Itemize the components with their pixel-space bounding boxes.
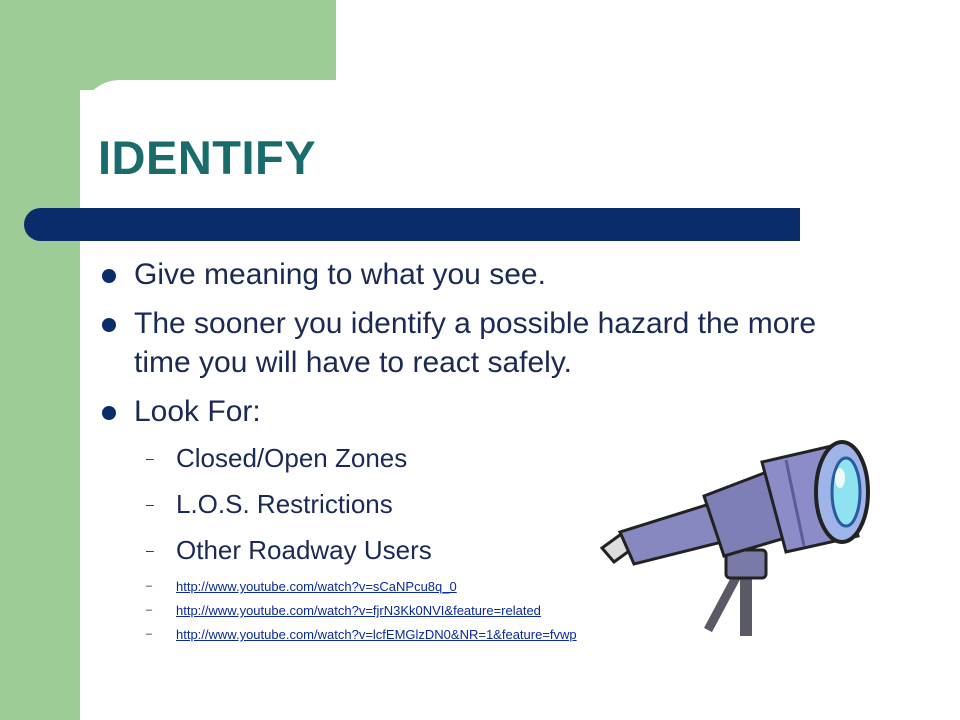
- dash-marker: –: [146, 542, 154, 558]
- sub-bullet-text: Closed/Open Zones: [176, 443, 408, 473]
- bullet-dot-icon: [102, 269, 116, 283]
- title-underline-bar: [24, 208, 800, 241]
- bullet-dot-icon: [102, 318, 116, 332]
- dash-marker: –: [146, 628, 153, 640]
- sub-bullet-text: L.O.S. Restrictions: [176, 489, 393, 519]
- bullet-text: Give meaning to what you see.: [134, 258, 546, 291]
- youtube-link[interactable]: http://www.youtube.com/watch?v=lcfEMGlzDN0&NR=1&feature=fvwp: [176, 627, 577, 642]
- dash-marker: –: [146, 496, 154, 512]
- bullet-text: The sooner you identify a possible hazard the more time you will have to react safely.: [134, 307, 817, 379]
- bullet-dot-icon: [102, 406, 116, 420]
- bullet-text: Look For:: [134, 395, 261, 428]
- bullet-item: [100, 255, 860, 294]
- youtube-link[interactable]: http://www.youtube.com/watch?v=sCaNPcu8q_0: [176, 579, 457, 594]
- telescope-icon: [596, 440, 886, 640]
- bullet-item: [100, 304, 860, 382]
- green-left-band: [0, 0, 80, 720]
- slide-title: IDENTIFY: [98, 131, 317, 184]
- dash-marker: –: [146, 450, 154, 466]
- dash-marker: –: [146, 604, 153, 616]
- dash-marker: –: [146, 580, 153, 592]
- bullet-item: [100, 392, 860, 431]
- youtube-link[interactable]: http://www.youtube.com/watch?v=fjrN3Kk0NVI&feature=related: [176, 603, 541, 618]
- sub-bullet-text: Other Roadway Users: [176, 535, 432, 565]
